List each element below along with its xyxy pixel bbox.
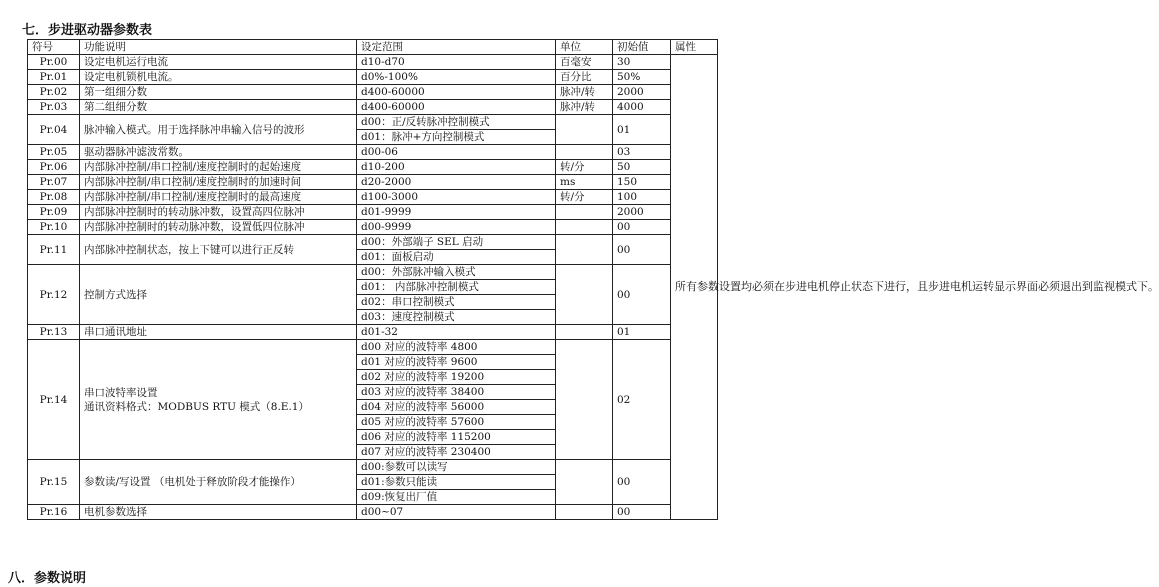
- param-range-option: d05 对应的波特率 57600: [357, 415, 556, 430]
- param-range-option: d06 对应的波特率 115200: [357, 430, 556, 445]
- param-range: d0%-100%: [357, 70, 556, 85]
- table-row: [28, 340, 718, 355]
- param-desc-group: [80, 340, 357, 460]
- param-init: 30: [613, 55, 671, 70]
- param-unit: 转/分: [556, 160, 613, 175]
- param-desc: 内部脉冲控制/串口控制/速度控制时的最高速度: [80, 190, 357, 205]
- param-desc: 内部脉冲控制/串口控制/速度控制时的加速时间: [80, 175, 357, 190]
- param-desc: 参数读/写设置 （电机处于释放阶段才能操作）: [80, 460, 357, 505]
- param-init: 02: [613, 340, 671, 460]
- param-desc: 驱动器脉冲滤波常数。: [80, 145, 357, 160]
- param-range-option: d00 对应的波特率 4800: [357, 340, 556, 355]
- table-row: [28, 505, 718, 520]
- header-initial: 初始值: [613, 40, 671, 55]
- param-range-option: d09:恢复出厂值: [357, 490, 556, 505]
- param-desc: 设定电机锁机电流。: [80, 70, 357, 85]
- param-range-option: d01 对应的波特率 9600: [357, 355, 556, 370]
- param-range: d400-60000: [357, 100, 556, 115]
- param-desc: 内部脉冲控制/串口控制/速度控制时的起始速度: [80, 160, 357, 175]
- param-range: d00~07: [357, 505, 556, 520]
- param-range: d20-2000: [357, 175, 556, 190]
- param-desc: 内部脉冲控制时的转动脉冲数，设置低四位脉冲: [80, 220, 357, 235]
- param-range-option: d03 对应的波特率 38400: [357, 385, 556, 400]
- param-desc: 内部脉冲控制状态，按上下键可以进行正反转: [80, 235, 357, 265]
- header-unit: 单位: [556, 40, 613, 55]
- param-range-option: d02 对应的波特率 19200: [357, 370, 556, 385]
- param-code: Pr.11: [28, 235, 80, 265]
- section-7-title: 七．步进驱动器参数表: [22, 23, 153, 38]
- param-range: d10-200: [357, 160, 556, 175]
- header-range: 设定范围: [357, 40, 556, 55]
- param-code: Pr.16: [28, 505, 80, 520]
- param-unit: [556, 325, 613, 340]
- table-row: [28, 460, 718, 475]
- param-init: 50: [613, 160, 671, 175]
- param-range-option: d01:参数只能读: [357, 475, 556, 490]
- table-row: [28, 115, 718, 130]
- table-row: [28, 175, 718, 190]
- param-range-option: d00：外部脉冲输入模式: [357, 265, 556, 280]
- param-init: 2000: [613, 205, 671, 220]
- param-code: Pr.01: [28, 70, 80, 85]
- param-desc: 脉冲输入模式。用于选择脉冲串输入信号的波形: [80, 115, 357, 145]
- param-range-option: d04 对应的波特率 56000: [357, 400, 556, 415]
- param-unit: [556, 235, 613, 265]
- param-code: Pr.00: [28, 55, 80, 70]
- param-range: d100-3000: [357, 190, 556, 205]
- param-range: d400-60000: [357, 85, 556, 100]
- param-code: Pr.14: [28, 340, 80, 460]
- param-code: Pr.08: [28, 190, 80, 205]
- table-row: [28, 205, 718, 220]
- param-unit: 百毫安: [556, 55, 613, 70]
- param-init: 150: [613, 175, 671, 190]
- param-unit: 百分比: [556, 70, 613, 85]
- table-row: [28, 100, 718, 115]
- param-desc: 第二组细分数: [80, 100, 357, 115]
- param-init: 00: [613, 220, 671, 235]
- param-range: d00-06: [357, 145, 556, 160]
- param-unit: 脉冲/转: [556, 85, 613, 100]
- param-code: Pr.13: [28, 325, 80, 340]
- table-row: [28, 160, 718, 175]
- table-row: [28, 55, 718, 70]
- param-init: 00: [613, 265, 671, 325]
- param-unit: [556, 460, 613, 505]
- header-function: 功能说明: [80, 40, 357, 55]
- param-init: 2000: [613, 85, 671, 100]
- param-code: Pr.09: [28, 205, 80, 220]
- param-code: Pr.07: [28, 175, 80, 190]
- param-desc: 串口波特率设置: [84, 386, 158, 399]
- param-desc: 第一组细分数: [80, 85, 357, 100]
- table-header-row: [28, 40, 718, 55]
- param-code: Pr.06: [28, 160, 80, 175]
- param-init: 03: [613, 145, 671, 160]
- param-unit: [556, 220, 613, 235]
- table-row: [28, 85, 718, 100]
- table-row: [28, 235, 718, 250]
- param-init: 00: [613, 460, 671, 505]
- param-range-option: d03：速度控制模式: [357, 310, 556, 325]
- param-init: 00: [613, 235, 671, 265]
- param-desc: 内部脉冲控制时的转动脉冲数，设置高四位脉冲: [80, 205, 357, 220]
- param-code: Pr.02: [28, 85, 80, 100]
- table-row: [28, 265, 718, 280]
- param-code: Pr.12: [28, 265, 80, 325]
- param-desc: 控制方式选择: [80, 265, 357, 325]
- param-code: Pr.03: [28, 100, 80, 115]
- param-range-option: d07 对应的波特率 230400: [357, 445, 556, 460]
- table-row: [28, 70, 718, 85]
- param-code: Pr.15: [28, 460, 80, 505]
- param-init: 100: [613, 190, 671, 205]
- param-range-option: d00：正/反转脉冲控制模式: [357, 115, 556, 130]
- param-code: Pr.10: [28, 220, 80, 235]
- param-unit: [556, 340, 613, 460]
- param-range-option: d01：脉冲+方向控制模式: [357, 130, 556, 145]
- param-init: 4000: [613, 100, 671, 115]
- attribute-remark: 所有参数设置均必须在步进电机停止状态下进行，且步进电机运转显示界面必须退出到监视模式下。: [671, 55, 718, 520]
- param-range-option: d01：面板启动: [357, 250, 556, 265]
- param-unit: [556, 145, 613, 160]
- param-unit: 脉冲/转: [556, 100, 613, 115]
- param-unit: [556, 205, 613, 220]
- param-range: d10-d70: [357, 55, 556, 70]
- table-row: [28, 325, 718, 340]
- table-row: [28, 220, 718, 235]
- param-init: 00: [613, 505, 671, 520]
- param-range-option: d00:参数可以读写: [357, 460, 556, 475]
- param-unit: 转/分: [556, 190, 613, 205]
- param-desc: 串口通讯地址: [80, 325, 357, 340]
- param-range-option: d00：外部端子 SEL 启动: [357, 235, 556, 250]
- param-unit: [556, 265, 613, 325]
- parameter-table: [27, 39, 1159, 520]
- param-desc-format: 通讯资料格式：MODBUS RTU 模式（8.E.1）: [84, 400, 309, 413]
- param-desc: 电机参数选择: [80, 505, 357, 520]
- param-range-option: d01： 内部脉冲控制模式: [357, 280, 556, 295]
- param-range: d00-9999: [357, 220, 556, 235]
- param-desc: 设定电机运行电流: [80, 55, 357, 70]
- header-code: 符号: [28, 40, 80, 55]
- param-range: d01-32: [357, 325, 556, 340]
- param-range: d01-9999: [357, 205, 556, 220]
- section-8-title: 八．参数说明: [8, 571, 87, 586]
- param-unit: ms: [556, 175, 613, 190]
- param-unit: [556, 115, 613, 145]
- header-attribute: 属性: [671, 40, 718, 55]
- param-init: 01: [613, 325, 671, 340]
- param-range-option: d02：串口控制模式: [357, 295, 556, 310]
- param-init: 50%: [613, 70, 671, 85]
- table-row: [28, 190, 718, 205]
- param-unit: [556, 505, 613, 520]
- param-init: 01: [613, 115, 671, 145]
- param-code: Pr.05: [28, 145, 80, 160]
- param-code: Pr.04: [28, 115, 80, 145]
- table-row: [28, 145, 718, 160]
